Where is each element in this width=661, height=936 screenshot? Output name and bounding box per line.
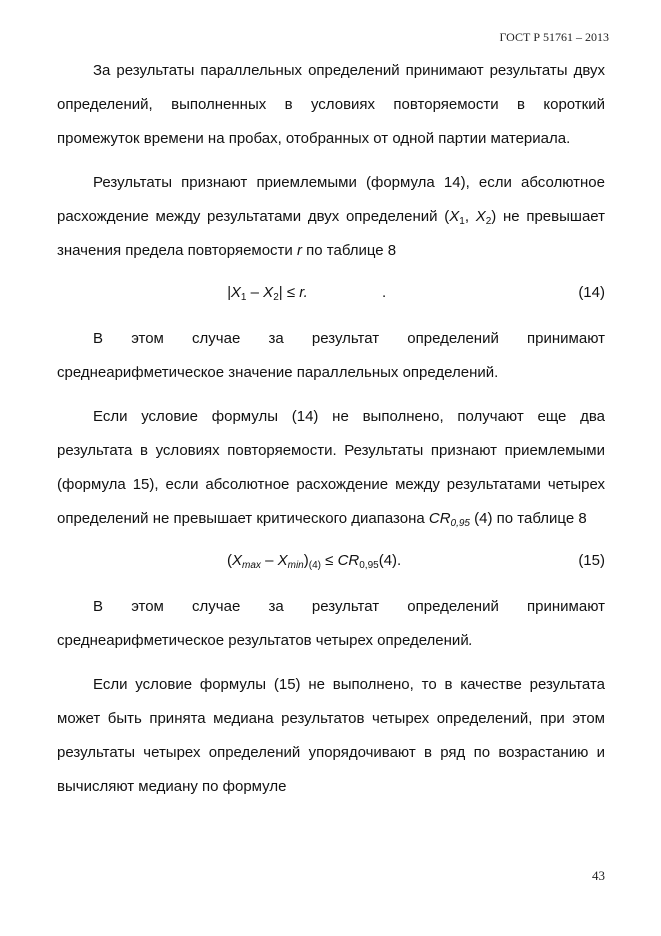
formula-14 [57,276,605,310]
page-number: 43 [592,868,605,883]
document-header: ГОСТ Р 51761 – 2013 [499,30,609,44]
equation-number-15: (15) [578,552,605,569]
paragraph-mean-two: В этом случае за результат определений принимают среднеарифметическое значение параллельных определений. [57,330,605,381]
document-body [57,54,605,814]
formula-15-expression: $(X_{max} - X_{min})_{(4)} \le CR_{0,95}(4)$. [227,552,402,571]
paragraph-acceptance-14: Результаты признают приемлемыми (формула 14), если абсолютное расхождение между результатами двух определений ($X_1$, $X_2$) не превышает значения предела повторяемости r по таблице 8 [57,174,605,259]
paragraph-acceptance-15: Если условие формулы (14) не выполнено, получают еще два результата в условиях повторяемости. Результаты признают приемлемыми (формула 15), если абсолютное расхождение между результатами четырех определений не превышает критического диапазона $CR_{0,95}$ (4) по таблице 8 [57,408,605,529]
formula-14-expression: $|X_1 - X_2| \le r$. [227,284,308,303]
equation-number-14: (14) [578,284,605,301]
paragraph-median: Если условие формулы (15) не выполнено, то в качестве результата может быть принята медиана результатов четырех определений, при этом результаты четырех определений упорядочивают в ряд по возрастанию и вычисляют медиану по формуле [57,676,605,795]
formula-15 [57,544,605,578]
paragraph-parallel-results: За результаты параллельных определений принимают результаты двух определений, выполненных в условиях повторяемости в короткий промежуток времени на пробах, отобранных от одной партии материала. [57,62,605,147]
paragraph-mean-four: В этом случае за результат определений принимают среднеарифметическое результатов четырех определений. [57,598,605,649]
formula-14-dot: . [382,284,387,301]
